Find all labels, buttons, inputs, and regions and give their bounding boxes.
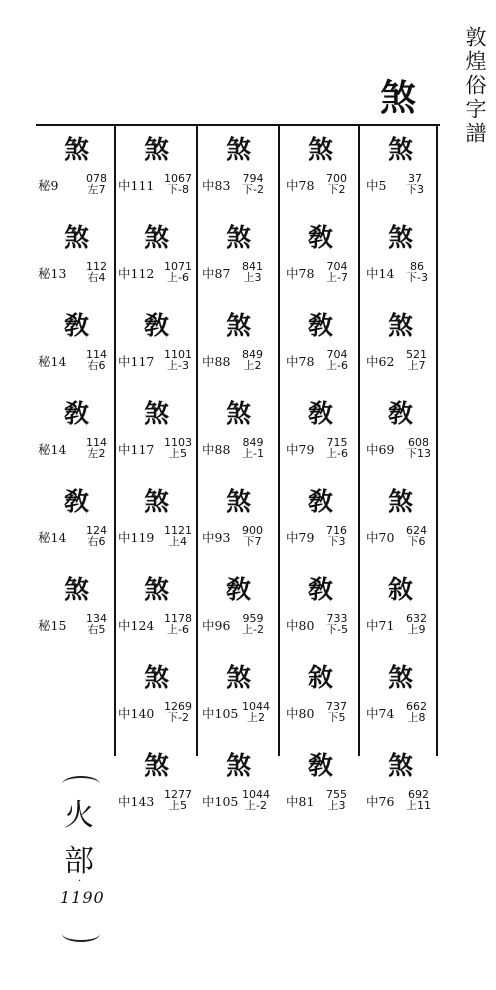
ref-line: 下-8	[167, 183, 189, 196]
page-line-ref	[86, 437, 107, 459]
page-line-ref	[242, 173, 264, 195]
column-divider	[358, 126, 360, 756]
ref-page: 1101	[164, 348, 192, 361]
ref-page: 1178	[164, 612, 192, 625]
ref-page: 849	[242, 348, 263, 361]
page-line-ref	[406, 437, 431, 459]
variant-glyph: 敘	[308, 663, 334, 692]
source-label: 秘9	[38, 178, 59, 193]
page-line-ref	[326, 789, 347, 811]
ref-line: 左7	[87, 183, 106, 196]
variant-glyph: 煞	[64, 575, 90, 604]
ref-page: 078	[86, 172, 107, 185]
page-line-ref	[242, 789, 270, 811]
variant-glyph: 煞	[144, 399, 170, 428]
ref-page: 1071	[164, 260, 192, 273]
variant-glyph: 煞	[308, 135, 334, 164]
page-line-ref	[86, 173, 107, 195]
ref-page: 86	[409, 260, 424, 273]
source-label: 中80	[286, 706, 315, 721]
source-label: 秘13	[38, 266, 67, 281]
ref-page: 124	[86, 524, 107, 537]
variant-glyph: 敎	[308, 487, 334, 516]
page-line-ref	[406, 173, 424, 195]
source-label: 中74	[366, 706, 395, 721]
page-line-ref	[326, 701, 347, 723]
variant-glyph: 敎	[308, 399, 334, 428]
stamp-dot: ·	[78, 876, 82, 887]
page-line-ref	[242, 701, 270, 723]
page-line-ref	[242, 525, 263, 547]
page-line-ref	[326, 261, 348, 283]
ref-line: 右4	[87, 271, 106, 284]
source-label: 中14	[366, 266, 395, 281]
source-label: 中105	[202, 794, 239, 809]
source-label: 中111	[118, 178, 155, 193]
variant-glyph: 敎	[388, 399, 414, 428]
ref-page: 716	[326, 524, 347, 537]
page-line-ref	[164, 613, 192, 635]
ref-line: 左2	[87, 447, 106, 460]
ref-page: 704	[326, 260, 348, 273]
page-line-ref	[164, 349, 192, 371]
ref-line: 下3	[327, 535, 346, 548]
variant-glyph: 煞	[64, 223, 90, 252]
page-line-ref	[242, 261, 263, 283]
ref-line: 右6	[87, 535, 106, 548]
column-divider	[278, 126, 280, 756]
source-label: 中117	[118, 442, 155, 457]
ref-page: 1277	[164, 788, 192, 801]
page-line-ref	[242, 613, 264, 635]
variant-glyph: 煞	[64, 135, 90, 164]
ref-line: 下-2	[242, 183, 264, 196]
ref-page: 692	[408, 788, 429, 801]
source-label: 中78	[286, 266, 315, 281]
ref-page: 1044	[242, 788, 270, 801]
source-label: 中117	[118, 354, 155, 369]
ref-page: 700	[326, 172, 347, 185]
variant-glyph: 煞	[388, 663, 414, 692]
ref-page: 624	[406, 524, 427, 537]
page-line-ref	[164, 701, 192, 723]
ref-page: 900	[242, 524, 263, 537]
source-label: 中88	[202, 442, 231, 457]
source-label: 中119	[118, 530, 155, 545]
source-label: 中78	[286, 178, 315, 193]
source-label: 中78	[286, 354, 315, 369]
page-line-ref	[326, 525, 347, 547]
ref-line: 上8	[407, 711, 426, 724]
source-label: 中5	[366, 178, 387, 193]
ref-page: 608	[408, 436, 429, 449]
variant-glyph: 煞	[388, 487, 414, 516]
source-label: 中80	[286, 618, 315, 633]
page-line-ref	[326, 613, 348, 635]
ref-line: 下7	[243, 535, 262, 548]
ref-page: 1103	[164, 436, 192, 449]
top-rule	[36, 124, 440, 126]
variant-glyph: 敎	[308, 751, 334, 780]
ref-line: 下3	[406, 183, 424, 196]
ref-line: 上7	[407, 359, 426, 372]
ref-line: 上11	[406, 799, 431, 812]
page-line-ref	[406, 261, 428, 283]
source-label: 中83	[202, 178, 231, 193]
variant-glyph: 煞	[144, 751, 170, 780]
page-line-ref	[164, 261, 192, 283]
column-divider	[114, 126, 116, 756]
ref-line: 上-6	[326, 359, 348, 372]
variant-glyph: 敎	[64, 487, 90, 516]
page-line-ref	[86, 525, 107, 547]
ref-line: 上-1	[242, 447, 264, 460]
ref-page: 114	[86, 436, 107, 449]
ref-line: 下2	[327, 183, 346, 196]
variant-glyph: 敎	[226, 575, 252, 604]
variant-glyph: 煞	[388, 311, 414, 340]
ref-line: 上3	[243, 271, 262, 284]
page-line-ref	[86, 349, 107, 371]
ref-line: 上-6	[167, 623, 189, 636]
stamp-bu: 部	[64, 844, 94, 879]
source-label: 中76	[366, 794, 395, 809]
ref-page: 37	[408, 172, 422, 185]
ref-line: 下-5	[326, 623, 348, 636]
ref-line: 上-2	[242, 623, 264, 636]
variant-glyph: 煞	[226, 751, 252, 780]
ref-page: 715	[326, 436, 348, 449]
ref-line: 上4	[169, 535, 187, 548]
variant-glyph: 煞	[226, 487, 252, 516]
variant-glyph: 煞	[144, 487, 170, 516]
ref-page: 755	[326, 788, 347, 801]
radical-stamp	[58, 776, 108, 944]
variant-glyph: 煞	[388, 751, 414, 780]
page-line-ref	[86, 613, 107, 635]
source-label: 中79	[286, 530, 315, 545]
variant-glyph: 煞	[388, 135, 414, 164]
stamp-page-number: 1190	[60, 888, 105, 907]
variant-glyph: 煞	[144, 135, 170, 164]
ref-line: 下13	[406, 447, 431, 460]
source-label: 中70	[366, 530, 395, 545]
page-line-ref	[242, 349, 263, 371]
ref-page: 521	[406, 348, 427, 361]
page-line-ref	[406, 525, 427, 547]
ref-page: 114	[86, 348, 107, 361]
ref-line: 上-7	[326, 271, 348, 284]
ref-line: 右6	[87, 359, 106, 372]
page-line-ref	[164, 173, 192, 195]
source-label: 中79	[286, 442, 315, 457]
ref-line: 下-3	[406, 271, 428, 284]
variant-glyph: 敎	[308, 223, 334, 252]
source-label: 中140	[118, 706, 155, 721]
ref-line: 上9	[407, 623, 426, 636]
ref-line: 上5	[169, 799, 187, 812]
source-label: 中124	[118, 618, 155, 633]
ref-page: 112	[86, 260, 107, 273]
ref-page: 737	[326, 700, 347, 713]
variant-glyph: 煞	[144, 663, 170, 692]
variant-glyph: 煞	[226, 311, 252, 340]
source-label: 中62	[366, 354, 395, 369]
variant-glyph: 敎	[64, 311, 90, 340]
variant-glyph: 敎	[308, 311, 334, 340]
source-label: 秘14	[38, 530, 67, 545]
ref-page: 662	[406, 700, 427, 713]
source-label: 秘14	[38, 354, 67, 369]
ref-line: 上3	[327, 799, 346, 812]
page-line-ref	[242, 437, 264, 459]
source-label: 中87	[202, 266, 231, 281]
variant-glyph: 煞	[388, 223, 414, 252]
variant-glyph: 煞	[144, 575, 170, 604]
ref-line: 上-3	[167, 359, 189, 372]
ref-page: 1067	[164, 172, 192, 185]
variant-glyph: 煞	[226, 135, 252, 164]
variant-glyph: 敎	[64, 399, 90, 428]
ref-line: 上-2	[245, 799, 267, 812]
page-line-ref	[164, 789, 192, 811]
page-line-ref	[164, 437, 192, 459]
source-label: 中71	[366, 618, 395, 633]
ref-page: 841	[242, 260, 263, 273]
source-label: 中143	[118, 794, 155, 809]
ref-line: 右5	[87, 623, 106, 636]
ref-line: 下-2	[167, 711, 189, 724]
right-border	[436, 126, 438, 756]
head-character: 煞	[380, 77, 417, 119]
page-line-ref	[86, 261, 107, 283]
ref-line: 上-6	[326, 447, 348, 460]
ref-page: 632	[406, 612, 427, 625]
ref-page: 1121	[164, 524, 192, 537]
ref-page: 849	[242, 436, 264, 449]
column-divider	[196, 126, 198, 756]
variant-glyph: 煞	[226, 223, 252, 252]
source-label: 中112	[118, 266, 155, 281]
ref-page: 1269	[164, 700, 192, 713]
source-label: 秘14	[38, 442, 67, 457]
page-line-ref	[406, 701, 427, 723]
source-label: 中88	[202, 354, 231, 369]
page-line-ref	[406, 349, 427, 371]
source-label: 中105	[202, 706, 239, 721]
ref-page: 733	[326, 612, 348, 625]
ref-page: 959	[242, 612, 264, 625]
variant-glyph: 煞	[226, 663, 252, 692]
ref-line: 上2	[243, 359, 262, 372]
source-label: 秘15	[38, 618, 67, 633]
variant-glyph: 敘	[388, 575, 414, 604]
bracket-bottom	[62, 926, 100, 942]
source-label: 中69	[366, 442, 395, 457]
ref-line: 下6	[407, 535, 426, 548]
page-line-ref	[406, 789, 431, 811]
ref-line: 上5	[169, 447, 187, 460]
page-line-ref	[406, 613, 427, 635]
page-line-ref	[326, 349, 348, 371]
stamp-radical: 火	[64, 798, 94, 833]
book-title: 敦煌俗字譜	[463, 26, 487, 146]
ref-line: 上-6	[167, 271, 189, 284]
variant-glyph: 煞	[144, 223, 170, 252]
ref-page: 794	[242, 172, 264, 185]
page-line-ref	[164, 525, 192, 547]
variant-glyph: 敎	[308, 575, 334, 604]
ref-page: 704	[326, 348, 348, 361]
ref-line: 下5	[327, 711, 346, 724]
variant-glyph: 敎	[144, 311, 170, 340]
variant-glyph: 煞	[226, 399, 252, 428]
ref-line: 上2	[247, 711, 265, 724]
source-label: 中96	[202, 618, 231, 633]
page-line-ref	[326, 437, 348, 459]
source-label: 中81	[286, 794, 315, 809]
ref-page: 134	[86, 612, 107, 625]
ref-page: 1044	[242, 700, 270, 713]
page-line-ref	[326, 173, 347, 195]
source-label: 中93	[202, 530, 231, 545]
